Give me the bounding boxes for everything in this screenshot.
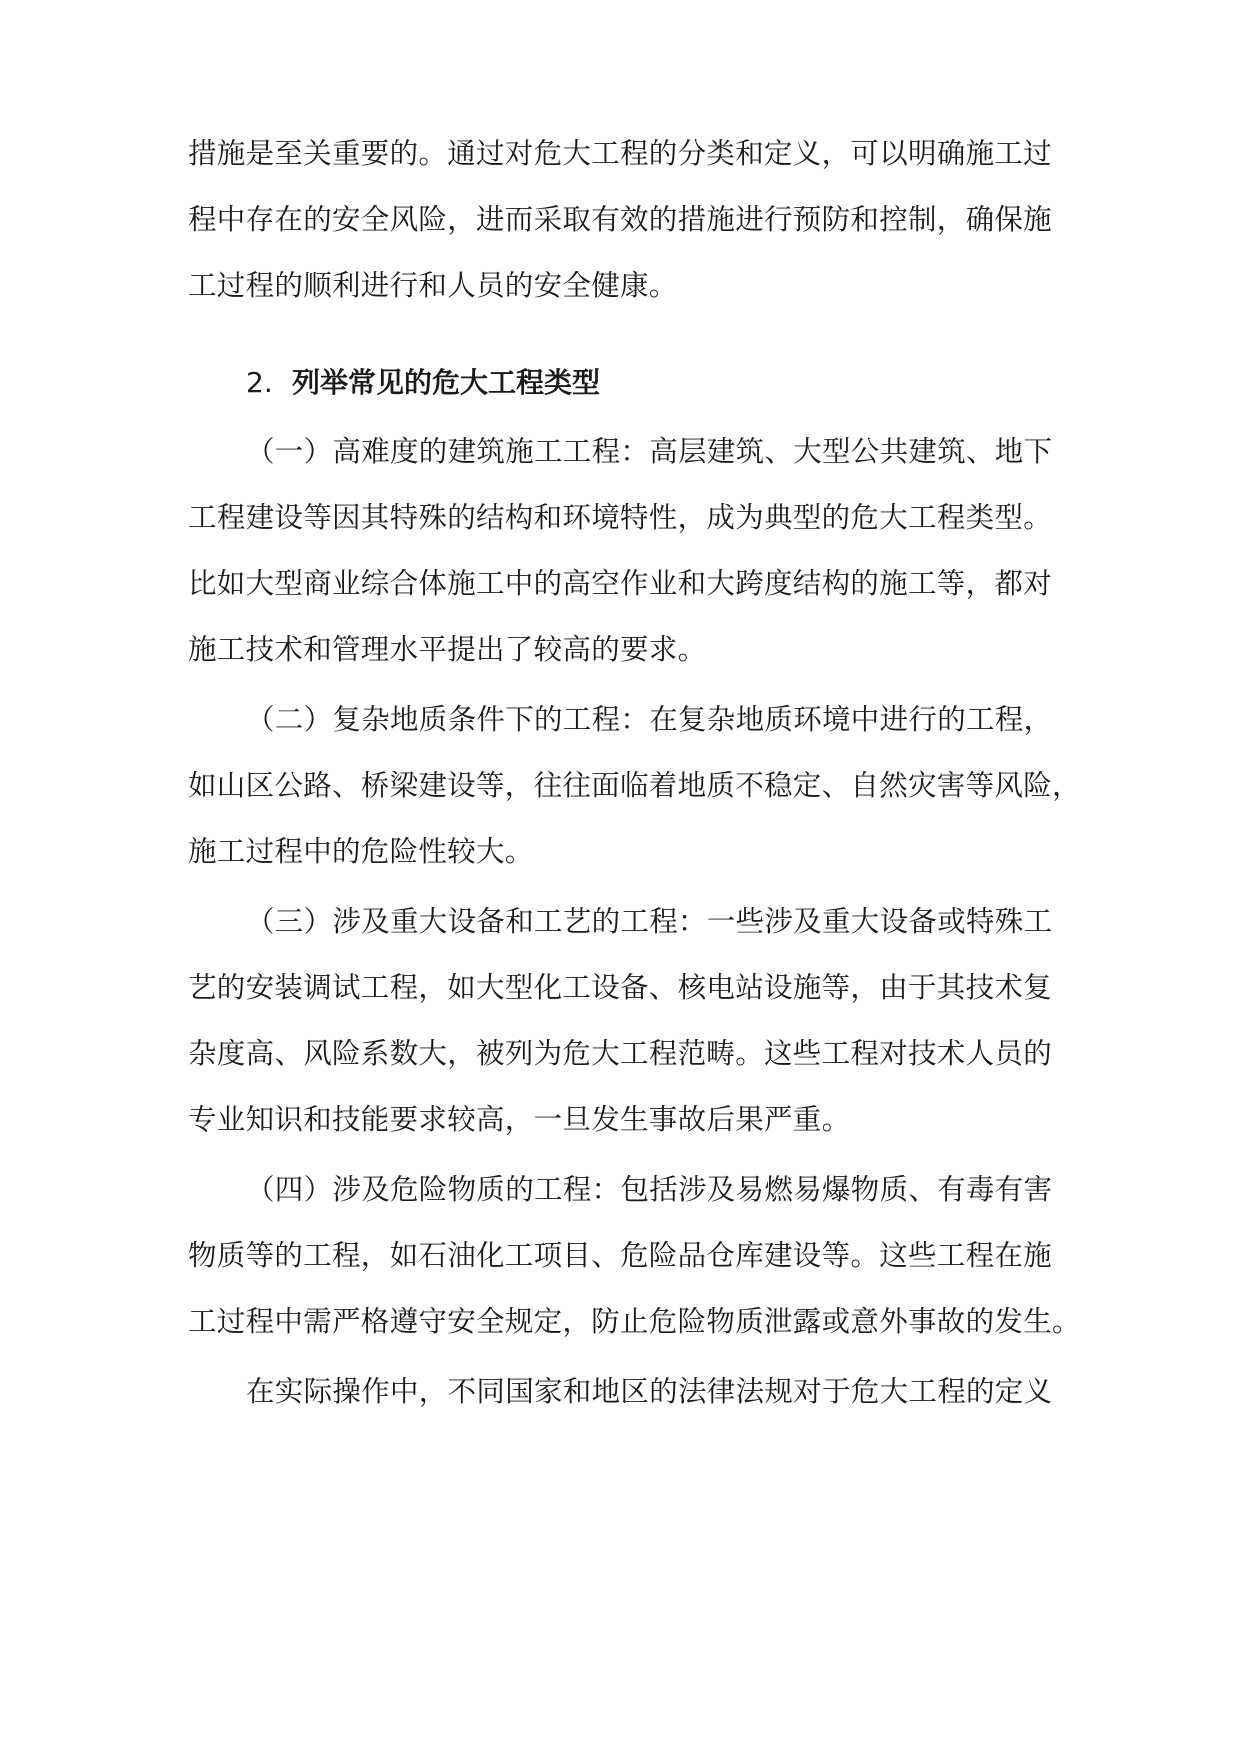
paragraph-line: 如山区公路、桥梁建设等，往往面临着地质不稳定、自然灾害等风险， [188,769,1081,802]
paragraph-line: 施工过程中的危险性较大。 [188,835,534,868]
paragraph-line: 措施是至关重要的。通过对危大工程的分类和定义，可以明确施工过 [188,137,1053,170]
paragraph-line: 物质等的工程，如石油化工项目、危险品仓库建设等。这些工程在施 [188,1239,1053,1272]
paragraph-line: 杂度高、风险系数大，被列为危大工程范畴。这些工程对技术人员的 [188,1037,1053,1070]
paragraph-line: 艺的安装调试工程，如大型化工设备、核电站设施等，由于其技术复 [188,971,1053,1004]
paragraph-line: 程中存在的安全风险，进而采取有效的措施进行预防和控制，确保施 [188,203,1053,236]
paragraph-line: 施工技术和管理水平提出了较高的要求。 [188,633,707,666]
paragraph-line: 工程建设等因其特殊的结构和环境特性，成为典型的危大工程类型。 [188,501,1053,534]
paragraph-line: 工过程中需严格遵守安全规定，防止危险物质泄露或意外事故的发生。 [188,1305,1081,1338]
paragraph-line: 专业知识和技能要求较高，一旦发生事故后果严重。 [188,1103,851,1136]
paragraph-line: 工过程的顺利进行和人员的安全健康。 [188,269,678,302]
paragraph-line: （一）高难度的建筑施工工程：高层建筑、大型公共建筑、地下 [246,435,1053,468]
paragraph-line: 在实际操作中，不同国家和地区的法律法规对于危大工程的定义 [246,1375,1053,1408]
section-title: 列举常见的危大工程类型 [292,366,601,399]
section-number: 2. [246,366,273,399]
paragraph-line: 比如大型商业综合体施工中的高空作业和大跨度结构的施工等，都对 [188,567,1053,600]
paragraph-line: （二）复杂地质条件下的工程：在复杂地质环境中进行的工程， [246,703,1053,736]
section-heading [246,363,600,403]
paragraph-line: （四）涉及危险物质的工程：包括涉及易燃易爆物质、有毒有害 [246,1173,1053,1206]
paragraph-line: （三）涉及重大设备和工艺的工程：一些涉及重大设备或特殊工 [246,905,1053,938]
